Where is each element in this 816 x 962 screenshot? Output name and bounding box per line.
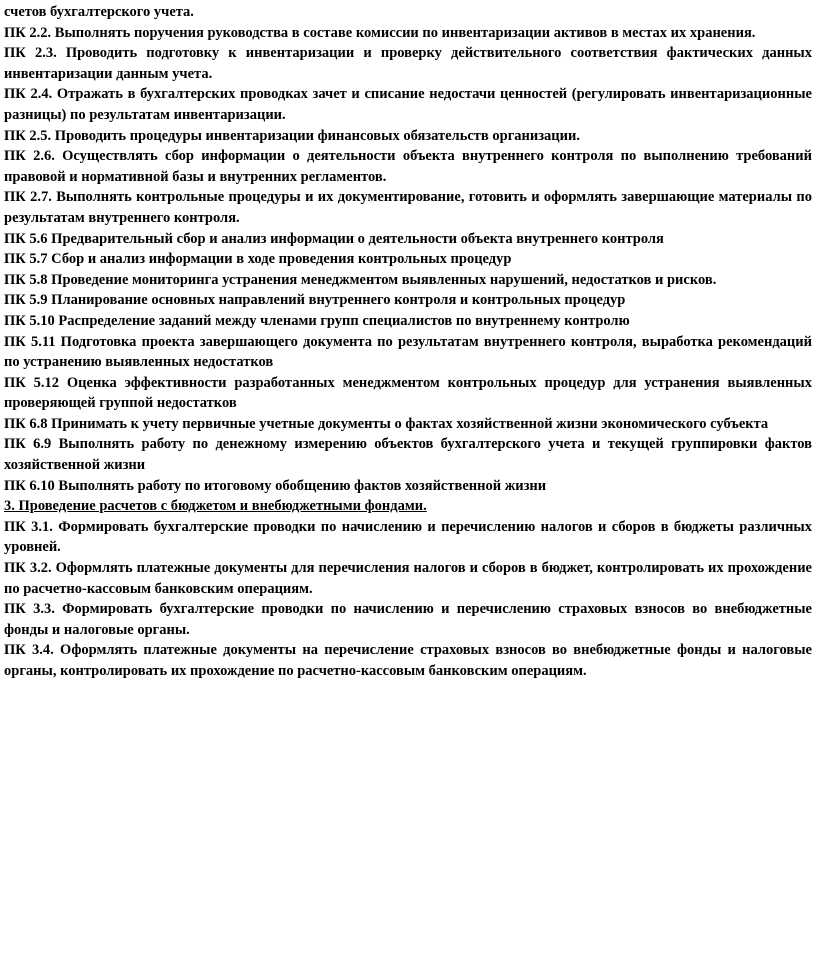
competency-pk-5-7: ПК 5.7 Сбор и анализ информации в ходе проведения контрольных процедур (4, 251, 512, 268)
text-line: счетов бухгалтерского учета. (4, 4, 194, 20)
competency-pk-5-11: ПК 5.11 Подготовка проекта завершающего документа по результатам внутреннего контроля, выработка рекомендаций по устранению выявленных недостатков (4, 333, 812, 371)
competency-pk-5-6: ПК 5.6 Предварительный сбор и анализ информации о деятельности объекта внутреннего контроля (4, 230, 664, 247)
competency-pk-5-10: ПК 5.10 Распределение заданий между членами групп специалистов по внутреннему контролю (4, 312, 630, 329)
competency-pk-6-9: ПК 6.9 Выполнять работу по денежному измерению объектов бухгалтерского учета и текущей группировки фактов хозяйственной жизни (4, 436, 812, 474)
competency-pk-3-4: ПК 3.4. Оформлять платежные документы на перечисление страховых взносов во внебюджетные фонды и налоговые органы, контролировать их прохождение по расчетно-кассовым банковским операциям. (4, 642, 812, 679)
competency-pk-2-4: ПК 2.4. Отражать в бухгалтерских проводках зачет и списание недостачи ценностей (регулировать инвентаризационные разницы) по результатам инвентаризации. (4, 86, 812, 123)
competency-pk-5-9: ПК 5.9 Планирование основных направлений внутреннего контроля и контрольных процедур (4, 292, 626, 309)
competency-pk-2-5: ПК 2.5. Проводить процедуры инвентаризации финансовых обязательств организации. (4, 127, 580, 144)
competency-pk-5-8: ПК 5.8 Проведение мониторинга устранения менеджментом выявленных нарушений, недостатков и рисков. (4, 271, 717, 288)
competency-pk-3-1: ПК 3.1. Формировать бухгалтерские проводки по начислению и перечислению налогов и сборов в бюджеты различных уровней. (4, 518, 812, 556)
competency-pk-3-3: ПК 3.3. Формировать бухгалтерские проводки по начислению и перечислению страховых взносов во внебюджетные фонды и налоговые органы. (4, 601, 812, 638)
competency-pk-2-3: ПК 2.3. Проводить подготовку к инвентаризации и проверку действительного соответствия фактических данных инвентаризации данным учета. (4, 45, 812, 82)
section-heading: 3. Проведение расчетов с бюджетом и внебюджетными фондами. (4, 498, 427, 515)
competency-pk-3-2: ПК 3.2. Оформлять платежные документы для перечисления налогов и сборов в бюджет, контролировать их прохождение по расчетно-кассовым банковским операциям. (4, 560, 812, 597)
competency-pk-5-12: ПК 5.12 Оценка эффективности разработанных менеджментом контрольных процедур для устранения выявленных проверяющей группой недостатков (4, 374, 812, 412)
competency-pk-2-2: ПК 2.2. Выполнять поручения руководства в составе комиссии по инвентаризации активов в местах их хранения. (4, 24, 756, 41)
competency-pk-6-8: ПК 6.8 Принимать к учету первичные учетные документы о фактах хозяйственной жизни экономического субъекта (4, 415, 769, 432)
competency-pk-6-10: ПК 6.10 Выполнять работу по итоговому обобщению фактов хозяйственной жизни (4, 477, 547, 494)
competency-pk-2-6: ПК 2.6. Осуществлять сбор информации о деятельности объекта внутреннего контроля по выполнению требований правовой и нормативной базы и внутренних регламентов. (4, 148, 812, 185)
competency-pk-2-7: ПК 2.7. Выполнять контрольные процедуры и их документирование, готовить и оформлять завершающие материалы по результатам внутреннего контроля. (4, 189, 812, 226)
